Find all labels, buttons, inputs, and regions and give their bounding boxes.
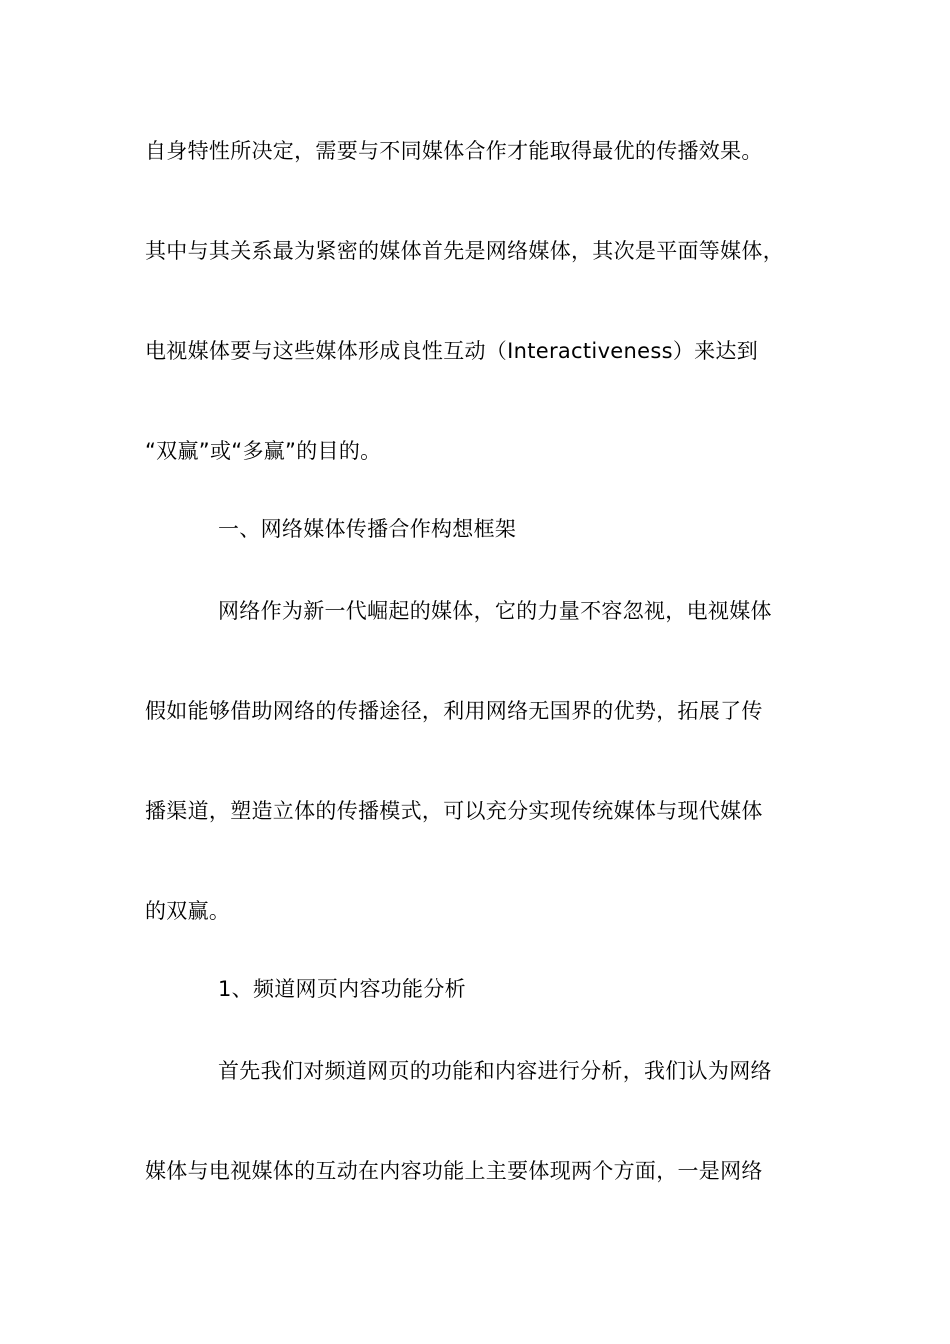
paragraph-line: 的双赢。	[145, 899, 231, 923]
paragraph-line: 播渠道，塑造立体的传播模式，可以充分实现传统媒体与现代媒体	[145, 799, 763, 823]
section-heading: 一、网络媒体传播合作构想框架	[218, 517, 517, 541]
subsection-heading: 1、频道网页内容功能分析	[218, 977, 466, 1001]
paragraph-line: “双赢”或“多赢”的目的。	[145, 439, 382, 463]
paragraph-line: 假如能够借助网络的传播途径，利用网络无国界的优势，拓展了传	[145, 699, 763, 723]
paragraph-line: 其中与其关系最为紧密的媒体首先是网络媒体，其次是平面等媒体，	[145, 239, 784, 263]
paragraph-line: 媒体与电视媒体的互动在内容功能上主要体现两个方面，一是网络	[145, 1159, 763, 1183]
paragraph-line: 首先我们对频道网页的功能和内容进行分析，我们认为网络	[218, 1059, 772, 1083]
paragraph-line: 网络作为新一代崛起的媒体，它的力量不容忽视，电视媒体	[218, 599, 772, 623]
paragraph-line: 电视媒体要与这些媒体形成良性互动（Interactiveness）来达到	[145, 339, 759, 363]
paragraph-line: 自身特性所决定，需要与不同媒体合作才能取得最优的传播效果。	[145, 139, 763, 163]
